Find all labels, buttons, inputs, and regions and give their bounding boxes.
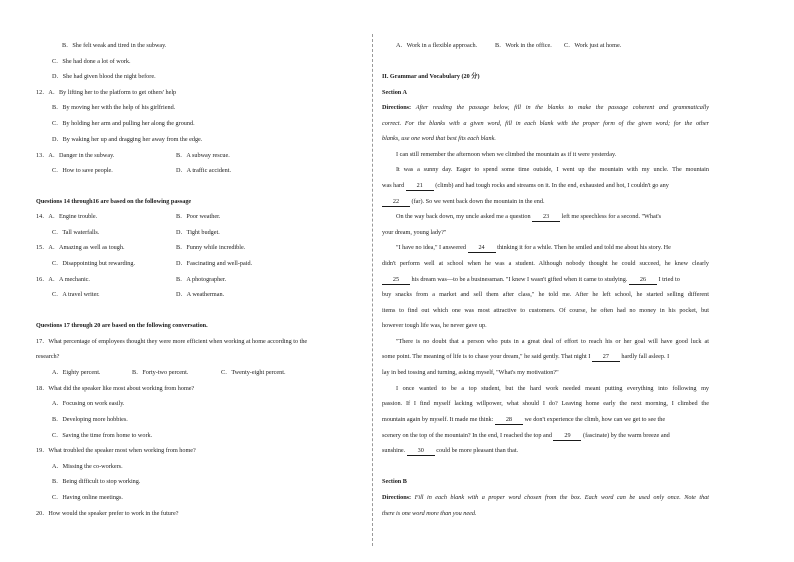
q17-option-c[interactable]: C．Twenty-eight percent. — [221, 369, 286, 376]
q14-option-c[interactable]: C．Tall waterfalls. — [52, 229, 100, 236]
passage-line: mountain again by myself. It made me think: 28 we don't experience the climb, how can we get to see the — [382, 416, 666, 423]
q18-stem: 18．What did the speaker like most about working from home? — [36, 385, 195, 392]
q13-option-d[interactable]: D．A traffic accident. — [176, 167, 232, 174]
q12-option-d[interactable]: D．By waking her up and dragging her away from the edge. — [52, 136, 203, 143]
column-divider — [372, 34, 373, 546]
q20-option-a[interactable]: A．Work in a flexible approach. — [396, 42, 478, 49]
q20-stem: 20．How would the speaker prefer to work in the future? — [36, 510, 179, 517]
q18-option-b[interactable]: B．Developing more hobbies. — [52, 416, 128, 423]
q12-option-c[interactable]: C．By holding her arm and pulling her along the ground. — [52, 120, 195, 127]
passage-paragraph-2: It was a sunny day. Eager to spend some time outside, I went up the mountain with my uncle. The mountain — [396, 166, 709, 173]
q11-option-d[interactable]: D．She had given blood the night before. — [52, 73, 156, 80]
q16-option-b[interactable]: B．A photographer. — [176, 276, 227, 283]
q15-option-c[interactable]: C．Disappointing but rewarding. — [52, 260, 136, 267]
q13-option-c[interactable]: C．How to save people. — [52, 167, 113, 174]
blank-22[interactable]: 22 — [382, 198, 410, 207]
q11-option-b[interactable]: B．She felt weak and tired in the subway. — [62, 42, 167, 49]
section-a-heading: Section A — [382, 89, 407, 96]
q20-option-c[interactable]: C．Work just at home. — [564, 42, 622, 49]
q19-option-a[interactable]: A．Missing the co-workers. — [52, 463, 123, 470]
q14-16-heading: Questions 14 through16 are based on the following passage — [36, 198, 192, 205]
directions-b-label: Directions: — [382, 494, 412, 501]
q14-option-b[interactable]: B．Poor weather. — [176, 213, 221, 220]
q17-20-heading: Questions 17 through 20 are based on the following conversation. — [36, 322, 208, 329]
q14-option-d[interactable]: D．Tight budget. — [176, 229, 220, 236]
blank-27[interactable]: 27 — [592, 353, 620, 362]
passage-line: was hard 21 (climb) and had tough rocks and streams on it. In the end, exhausted and hot, I couldn't go any — [382, 182, 669, 189]
passage-line: however tough life was, he never gave up. — [382, 322, 487, 329]
blank-28[interactable]: 28 — [495, 416, 523, 425]
passage-line: 22 (far). So we went back down the mountain in the end. — [382, 198, 545, 207]
section-b-directions-line2: there is one word more than you need. — [382, 510, 477, 517]
blank-21[interactable]: 21 — [406, 182, 434, 191]
q17-stem-continued: research? — [36, 353, 60, 360]
section-b-heading: Section B — [382, 478, 407, 485]
blank-23[interactable]: 23 — [532, 213, 560, 222]
passage-line: scenery on the top of the mountain? In the end, I reached the top and 29 (fascinate) by the warm breeze and — [382, 432, 670, 439]
q12-option-b[interactable]: B．By moving her with the help of his girlfriend. — [52, 104, 176, 111]
section-a-directions-line2: correct. For the blanks with a given word, fill in each blank with the proper form of the given word; for the other — [382, 120, 709, 127]
passage-line: lay in bed tossing and turning, asking myself, "What's my motivation?" — [382, 369, 559, 376]
q16-option-d[interactable]: D．A weatherman. — [176, 291, 225, 298]
passage-paragraph-6: I once wanted to be a top student, but the hard work needed meant putting everything into following my — [396, 385, 709, 392]
q19-option-c[interactable]: C．Having online meetings. — [52, 494, 123, 501]
q17-stem: 17．What percentage of employees thought they were more efficient when working at home according to the — [36, 338, 308, 345]
section-b-directions: Directions: Fill in each blank with a proper word chosen from the box. Each word can be used only once. Note that — [382, 494, 710, 501]
section-title: II. Grammar and Vocabulary (20 分) — [382, 73, 480, 80]
q19-stem: 19．What troubled the speaker most when working from home? — [36, 447, 196, 454]
q16-option-c[interactable]: C．A travel writer. — [52, 291, 100, 298]
blank-29[interactable]: 29 — [553, 432, 581, 441]
q11-option-c[interactable]: C．She had done a lot of work. — [52, 58, 131, 65]
passage-paragraph-4: "I have no idea," I answered 24 thinking it for a while. Then he smiled and told me about his story. He — [396, 244, 671, 251]
q18-option-c[interactable]: C．Saving the time from home to work. — [52, 432, 153, 439]
q15-option-a[interactable]: 15．A．Amazing as well as tough. — [36, 244, 125, 251]
q17-option-b[interactable]: B．Forty-two percent. — [132, 369, 189, 376]
passage-line: items to find out which one was most attractive to customers. Of course, he often had no money in his pocket, but — [382, 307, 709, 314]
passage-line: didn't perform well at school when he was a student. Although nobody thought he could succeed, he knew clearly — [382, 260, 709, 267]
q13-option-b[interactable]: B．A subway rescue. — [176, 152, 230, 159]
passage-line: your dream, young lady?" — [382, 229, 447, 236]
blank-24[interactable]: 24 — [468, 244, 496, 253]
passage-paragraph-5: "There is no doubt that a person who puts in a great deal of effort to reach his or her goal will have good luck at — [396, 338, 709, 345]
q16-option-a[interactable]: 16．A．A mechanic. — [36, 276, 90, 283]
section-a-directions: Directions: After reading the passage below, fill in the blanks to make the passage coherent and grammatically — [382, 104, 709, 111]
q12-option-a[interactable]: 12．A．By lifting her to the platform to get others' help — [36, 89, 177, 96]
directions-a-label: Directions: — [382, 104, 412, 111]
blank-30[interactable]: 30 — [407, 447, 435, 456]
q14-option-a[interactable]: 14．A．Engine trouble. — [36, 213, 98, 220]
q13-option-a[interactable]: 13．A．Danger in the subway. — [36, 152, 115, 159]
section-a-directions-line3: blanks, use one word that best fits each blank. — [382, 135, 496, 142]
q20-option-b[interactable]: B．Work in the office. — [495, 42, 552, 49]
left-column — [0, 0, 372, 562]
passage-paragraph-1: I can still remember the afternoon when we climbed the mountain as if it were yesterday. — [396, 151, 617, 158]
passage-line: sunshine. 30 could be more pleasant than that. — [382, 447, 519, 454]
passage-paragraph-3: On the way back down, my uncle asked me a question 23 left me speechless for a second. "What's — [396, 213, 661, 220]
passage-line: buy snacks from a market and sell them after class," he told me. After he left school, he started selling different — [382, 291, 709, 298]
passage-line: 25 his dream was—to be a businessman. "I knew I wasn't gifted when it came to studying. 26 I tried to — [382, 276, 680, 285]
q15-option-b[interactable]: B．Funny while incredible. — [176, 244, 246, 251]
passage-line: passion. If I find myself lacking willpower, what should I do? Leaving home early the next morning, I climbed the — [382, 400, 709, 407]
q18-option-a[interactable]: A．Focusing on work easily. — [52, 400, 125, 407]
blank-25[interactable]: 25 — [382, 276, 410, 285]
q19-option-b[interactable]: B．Being difficult to stop working. — [52, 478, 141, 485]
blank-26[interactable]: 26 — [629, 276, 657, 285]
q15-option-d[interactable]: D．Fascinating and well-paid. — [176, 260, 253, 267]
right-column — [374, 0, 794, 562]
passage-line: some point. The meaning of life is to chase your dream," he said gently. That night I 27 hardly fall asleep. I — [382, 353, 670, 360]
q17-option-a[interactable]: A．Eighty percent. — [52, 369, 101, 376]
